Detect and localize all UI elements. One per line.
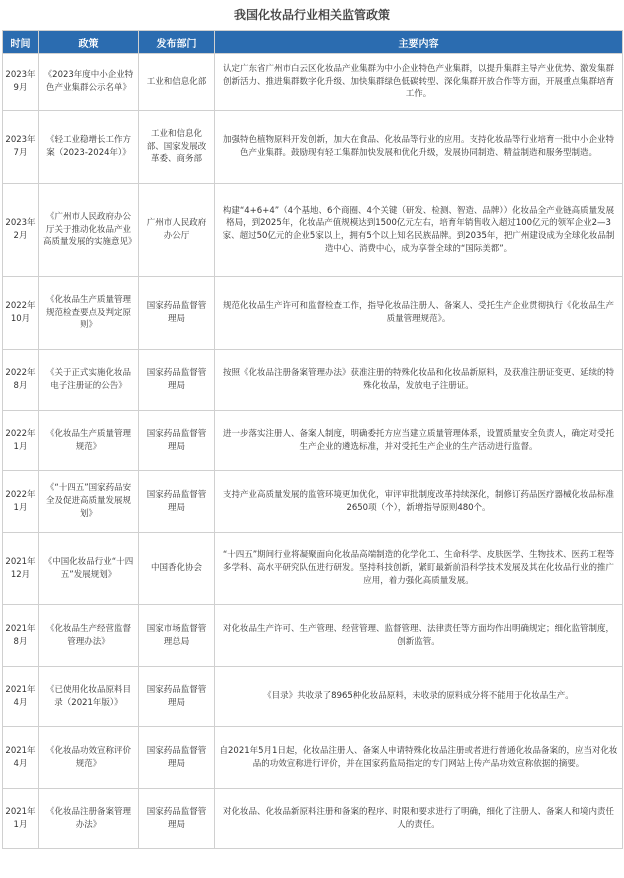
table-row (3, 277, 623, 350)
row-dept: 国家药品监督管理局 (139, 350, 215, 411)
row-dept: 国家市场监督管理总局 (139, 605, 215, 667)
row-policy: 《2023年度中小企业特色产业集群公示名单》 (39, 54, 139, 111)
header-content: 主要内容 (215, 31, 623, 54)
row-policy: 《化妆品生产经营监督管理办法》 (39, 605, 139, 667)
row-policy: 《轻工业稳增长工作方案（2023-2024年）》 (39, 111, 139, 184)
row-time: 2021年8月 (3, 605, 39, 667)
row-content: 按照《化妆品注册备案管理办法》获准注册的特殊化妆品和化妆品新原料，及获准注册证变更、延续的特殊化妆品，发放电子注册证。 (215, 350, 623, 411)
row-time: 2021年12月 (3, 533, 39, 605)
row-dept: 国家药品监督管理局 (139, 727, 215, 789)
row-content: 自2021年5月1日起，化妆品注册人、备案人申请特殊化妆品注册或者进行普通化妆品备案的，应当对化妆品的功效宣称进行评价，并在国家药监局指定的专门网站上传产品功效宣称依据的摘要。 (215, 727, 623, 789)
table-row (3, 605, 623, 667)
row-policy: 《化妆品生产质量管理规范》 (39, 411, 139, 471)
table-row (3, 533, 623, 605)
page-title: 我国化妆品行业相关监管政策 (233, 8, 390, 22)
table-row (3, 789, 623, 849)
row-content: “十四五”期间行业将凝聚面向化妆品高端制造的化学化工、生命科学、皮肤医学、生物技术、医药工程等多学科、高水平研究队伍进行研发。坚持科技创新，紧盯最新前沿科学技术发展及其在化妆品行业的推广应用，着力强化高质量发展。 (215, 533, 623, 605)
table-row (3, 184, 623, 277)
row-time: 2023年7月 (3, 111, 39, 184)
row-dept: 国家药品监督管理局 (139, 411, 215, 471)
row-policy: 《化妆品功效宣称评价规范》 (39, 727, 139, 789)
row-policy: 《化妆品生产质量管理规范检查要点及判定原则》 (39, 277, 139, 350)
header-policy: 政策 (39, 31, 139, 54)
table-row (3, 471, 623, 533)
row-content: 认定广东省广州市白云区化妆品产业集群为中小企业特色产业集群，以提升集群主导产业优势、激发集群创新活力、推进集群数字化升级、加快集群绿色低碳转型、深化集群开放合作等方面，开展重点集群培育工作。 (215, 54, 623, 111)
row-time: 2021年1月 (3, 789, 39, 849)
row-content: 《目录》共收录了8965种化妆品原料，未收录的原料成分将不能用于化妆品生产。 (215, 667, 623, 727)
row-policy: 《已使用化妆品原料目录（2021年版）》 (39, 667, 139, 727)
row-policy: 《广州市人民政府办公厅关于推动化妆品产业高质量发展的实施意见》 (39, 184, 139, 277)
row-policy: 《化妆品注册备案管理办法》 (39, 789, 139, 849)
row-dept: 国家药品监督管理局 (139, 277, 215, 350)
row-dept: 中国香化协会 (139, 533, 215, 605)
row-content: 构建“4+6+4”（4个基地、6个商圈、4个关键（研发、检测、智造、品牌））化妆品全产业链高质量发展格局，到2025年，化妆品产值规模达到1500亿元左右，培育年销售收入超过100亿元的领军企业2—3家、超过50亿元的企业5家以上，拥有5个以上知名民族品牌。到2035年，把广州建设成为全球化妆品制造中心、消费中心，成为享誉全球的“国际美都”。 (215, 184, 623, 277)
row-content: 支持产业高质量发展的监管环境更加优化，审评审批制度改革持续深化，制修订药品医疗器械化妆品标准2650项（个），新增指导原则480个。 (215, 471, 623, 533)
row-policy: 《“十四五”国家药品安全及促进高质量发展规划》 (39, 471, 139, 533)
row-dept: 工业和信息化部、国家发展改革委、商务部 (139, 111, 215, 184)
table-row (3, 350, 623, 411)
row-dept: 广州市人民政府办公厅 (139, 184, 215, 277)
row-time: 2021年4月 (3, 727, 39, 789)
row-content: 规范化妆品生产许可和监督检查工作，指导化妆品注册人、备案人、受托生产企业贯彻执行《化妆品生产质量管理规范》。 (215, 277, 623, 350)
row-time: 2023年9月 (3, 54, 39, 111)
row-content: 加强特色植物原料开发创新，加大在食品、化妆品等行业的应用。支持化妆品等行业培育一批中小企业特色产业集群。鼓励现有轻工集群加快发展和优化升级，发展协同制造、精益制造和服务型制造。 (215, 111, 623, 184)
table-row (3, 727, 623, 789)
row-content: 对化妆品、化妆品新原料注册和备案的程序、时限和要求进行了明确，细化了注册人、备案人和境内责任人的责任。 (215, 789, 623, 849)
row-time: 2022年8月 (3, 350, 39, 411)
header-dept: 发布部门 (139, 31, 215, 54)
row-dept: 国家药品监督管理局 (139, 789, 215, 849)
row-time: 2023年2月 (3, 184, 39, 277)
row-time: 2022年10月 (3, 277, 39, 350)
row-time: 2022年1月 (3, 471, 39, 533)
row-content: 进一步落实注册人、备案人制度，明确委托方应当建立质量管理体系，设置质量安全负责人，确定对受托生产企业的遴选标准，并对受托生产企业的生产活动进行监督。 (215, 411, 623, 471)
table-row (3, 667, 623, 727)
table-header-row (3, 31, 623, 54)
table-row (3, 54, 623, 111)
row-policy: 《中国化妆品行业“十四五”发展规划》 (39, 533, 139, 605)
row-content: 对化妆品生产许可、生产管理、经营管理、监督管理、法律责任等方面均作出明确规定；细化监管制度，创新监管。 (215, 605, 623, 667)
row-dept: 国家药品监督管理局 (139, 471, 215, 533)
row-time: 2022年1月 (3, 411, 39, 471)
table-row (3, 111, 623, 184)
table-row (3, 411, 623, 471)
policy-table (2, 30, 623, 849)
row-time: 2021年4月 (3, 667, 39, 727)
row-policy: 《关于正式实施化妆品电子注册证的公告》 (39, 350, 139, 411)
row-dept: 国家药品监督管理局 (139, 667, 215, 727)
row-dept: 工业和信息化部 (139, 54, 215, 111)
header-time: 时间 (3, 31, 39, 54)
